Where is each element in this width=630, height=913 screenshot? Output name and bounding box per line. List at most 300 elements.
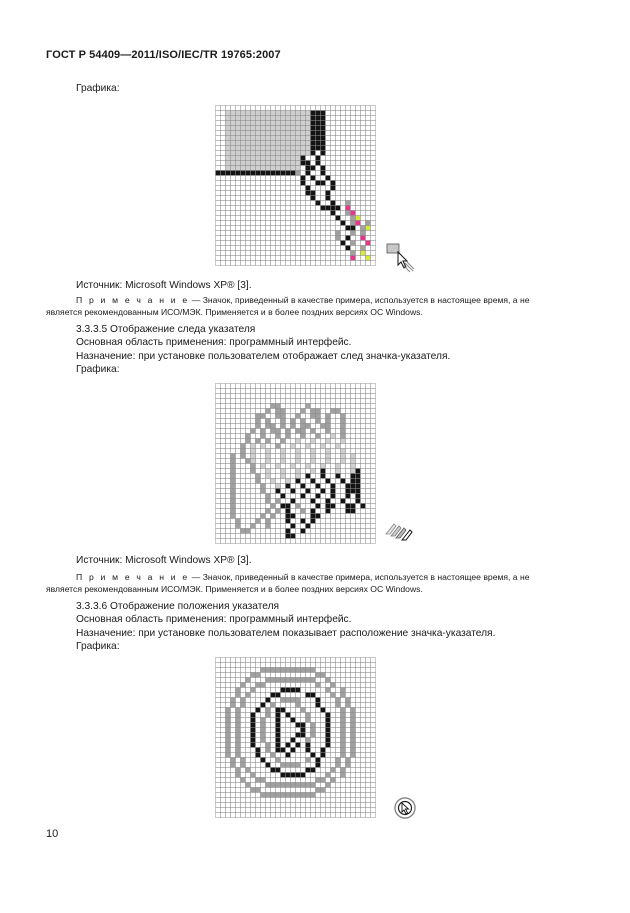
grid-cell xyxy=(321,216,326,221)
grid-cell xyxy=(356,201,361,206)
grid-cell xyxy=(226,808,231,813)
grid-cell xyxy=(306,429,311,434)
grid-cell xyxy=(296,688,301,693)
grid-cell xyxy=(336,693,341,698)
grid-cell xyxy=(361,444,366,449)
grid-cell xyxy=(311,151,316,156)
grid-cell xyxy=(216,206,221,211)
grid-cell xyxy=(231,424,236,429)
grid-cell xyxy=(276,186,281,191)
grid-cell xyxy=(316,404,321,409)
grid-cell xyxy=(316,394,321,399)
grid-cell xyxy=(226,236,231,241)
grid-cell xyxy=(281,246,286,251)
grid-cell xyxy=(271,773,276,778)
grid-cell xyxy=(231,236,236,241)
grid-cell xyxy=(361,519,366,524)
grid-cell xyxy=(291,181,296,186)
grid-cell xyxy=(306,246,311,251)
grid-cell xyxy=(366,251,371,256)
source-1: Источник: Microsoft Windows XP® [3]. xyxy=(76,280,252,291)
grid-cell xyxy=(356,718,361,723)
grid-cell xyxy=(301,693,306,698)
grid-cell xyxy=(361,399,366,404)
grid-cell xyxy=(356,723,361,728)
grid-cell xyxy=(341,773,346,778)
grid-cell xyxy=(366,384,371,389)
grid-cell xyxy=(371,389,376,394)
grid-cell xyxy=(231,206,236,211)
grid-cell xyxy=(276,221,281,226)
grid-cell xyxy=(336,743,341,748)
grid-cell xyxy=(366,241,371,246)
grid-cell xyxy=(351,524,356,529)
grid-cell xyxy=(331,514,336,519)
grid-cell xyxy=(276,793,281,798)
grid-cell xyxy=(296,221,301,226)
grid-cell xyxy=(251,146,256,151)
grid-cell xyxy=(366,534,371,539)
grid-cell xyxy=(256,788,261,793)
grid-cell xyxy=(231,151,236,156)
grid-cell xyxy=(371,763,376,768)
grid-cell xyxy=(286,738,291,743)
grid-cell xyxy=(251,389,256,394)
grid-cell xyxy=(261,246,266,251)
grid-cell xyxy=(346,236,351,241)
grid-cell xyxy=(316,753,321,758)
grid-cell xyxy=(266,813,271,818)
grid-cell xyxy=(221,121,226,126)
grid-cell xyxy=(351,708,356,713)
grid-cell xyxy=(221,773,226,778)
grid-cell xyxy=(371,514,376,519)
grid-cell xyxy=(286,439,291,444)
grid-cell xyxy=(231,394,236,399)
grid-cell xyxy=(356,141,361,146)
grid-cell xyxy=(261,688,266,693)
grid-cell xyxy=(311,399,316,404)
grid-cell xyxy=(276,449,281,454)
grid-cell xyxy=(236,424,241,429)
grid-cell xyxy=(366,733,371,738)
grid-cell xyxy=(341,201,346,206)
grid-cell xyxy=(326,713,331,718)
grid-cell xyxy=(306,221,311,226)
grid-cell xyxy=(286,474,291,479)
grid-cell xyxy=(346,116,351,121)
grid-cell xyxy=(366,763,371,768)
grid-cell xyxy=(246,763,251,768)
grid-cell xyxy=(271,688,276,693)
grid-cell xyxy=(351,141,356,146)
grid-cell xyxy=(236,524,241,529)
grid-cell xyxy=(336,519,341,524)
grid-cell xyxy=(371,479,376,484)
grid-cell xyxy=(371,808,376,813)
grid-cell xyxy=(276,389,281,394)
grid-cell xyxy=(241,733,246,738)
grid-cell xyxy=(366,509,371,514)
grid-cell xyxy=(311,464,316,469)
grid-cell xyxy=(291,668,296,673)
grid-cell xyxy=(341,788,346,793)
grid-cell xyxy=(291,703,296,708)
grid-cell xyxy=(366,474,371,479)
grid-cell xyxy=(246,768,251,773)
grid-cell xyxy=(276,121,281,126)
grid-cell xyxy=(351,231,356,236)
grid-cell xyxy=(361,524,366,529)
grid-cell xyxy=(341,803,346,808)
grid-cell xyxy=(356,678,361,683)
grid-cell xyxy=(371,798,376,803)
grid-cell xyxy=(261,434,266,439)
grid-cell xyxy=(241,743,246,748)
grid-cell xyxy=(261,196,266,201)
grid-cell xyxy=(271,116,276,121)
grid-cell xyxy=(296,668,301,673)
grid-cell xyxy=(321,151,326,156)
grid-cell xyxy=(311,256,316,261)
grid-cell xyxy=(261,261,266,266)
grid-cell xyxy=(306,399,311,404)
grid-cell xyxy=(301,171,306,176)
grid-cell xyxy=(246,444,251,449)
grid-cell xyxy=(306,256,311,261)
grid-cell xyxy=(266,688,271,693)
grid-cell xyxy=(276,519,281,524)
grid-cell xyxy=(366,469,371,474)
grid-cell xyxy=(326,121,331,126)
grid-cell xyxy=(216,718,221,723)
grid-cell xyxy=(341,261,346,266)
note-1-lead: П р и м е ч а н и е xyxy=(76,295,190,305)
grid-cell xyxy=(296,424,301,429)
grid-cell xyxy=(306,474,311,479)
grid-cell xyxy=(316,429,321,434)
grid-cell xyxy=(276,434,281,439)
grid-cell xyxy=(216,111,221,116)
grid-cell xyxy=(226,171,231,176)
grid-cell xyxy=(356,698,361,703)
grid-cell xyxy=(331,206,336,211)
grid-cell xyxy=(361,733,366,738)
grid-cell xyxy=(321,514,326,519)
grid-cell xyxy=(366,464,371,469)
grid-cell xyxy=(286,753,291,758)
grid-cell xyxy=(236,693,241,698)
grid-cell xyxy=(321,723,326,728)
grid-cell xyxy=(296,206,301,211)
grid-cell xyxy=(231,768,236,773)
grid-cell xyxy=(371,444,376,449)
grid-cell xyxy=(331,256,336,261)
grid-cell xyxy=(326,793,331,798)
grid-cell xyxy=(336,389,341,394)
pixel-grid-pointer-trail xyxy=(215,383,378,546)
grid-cell xyxy=(271,211,276,216)
grid-cell xyxy=(311,131,316,136)
grid-cell xyxy=(301,499,306,504)
grid-cell xyxy=(266,141,271,146)
grid-cell xyxy=(241,748,246,753)
grid-cell xyxy=(341,221,346,226)
grid-cell xyxy=(251,763,256,768)
grid-cell xyxy=(346,668,351,673)
grid-cell xyxy=(326,479,331,484)
grid-cell xyxy=(371,241,376,246)
grid-cell xyxy=(251,404,256,409)
grid-cell xyxy=(366,414,371,419)
grid-cell xyxy=(281,389,286,394)
grid-cell xyxy=(356,658,361,663)
grid-cell xyxy=(281,261,286,266)
page-number: 10 xyxy=(46,828,59,840)
grid-cell xyxy=(336,241,341,246)
grid-cell xyxy=(271,758,276,763)
grid-cell xyxy=(341,469,346,474)
grid-cell xyxy=(236,748,241,753)
note-2-line2: является рекомендованным ИСО/МЭК. Применяется и в более поздних версиях ОС Windows. xyxy=(46,584,423,594)
grid-cell xyxy=(336,658,341,663)
grid-cell xyxy=(216,141,221,146)
grid-cell xyxy=(231,539,236,544)
grid-cell xyxy=(251,733,256,738)
grid-cell xyxy=(231,161,236,166)
grid-cell xyxy=(271,519,276,524)
grid-cell xyxy=(256,499,261,504)
grid-cell xyxy=(371,484,376,489)
grid-cell xyxy=(266,773,271,778)
grid-cell xyxy=(296,808,301,813)
grid-cell xyxy=(281,504,286,509)
grid-cell xyxy=(326,186,331,191)
grid-cell xyxy=(321,698,326,703)
grid-cell xyxy=(266,171,271,176)
grid-cell xyxy=(356,126,361,131)
grid-cell xyxy=(261,161,266,166)
grid-cell xyxy=(306,111,311,116)
grid-cell xyxy=(366,121,371,126)
grid-cell xyxy=(246,509,251,514)
grid-cell xyxy=(276,116,281,121)
grid-cell xyxy=(356,136,361,141)
grid-cell xyxy=(286,743,291,748)
grid-cell xyxy=(291,156,296,161)
grid-cell xyxy=(331,773,336,778)
grid-cell xyxy=(326,663,331,668)
grid-cell xyxy=(336,793,341,798)
grid-cell xyxy=(246,176,251,181)
grid-cell xyxy=(271,793,276,798)
grid-cell xyxy=(281,221,286,226)
grid-cell xyxy=(306,161,311,166)
grid-cell xyxy=(246,156,251,161)
grid-cell xyxy=(221,429,226,434)
grid-cell xyxy=(341,733,346,738)
grid-cell xyxy=(286,813,291,818)
grid-cell xyxy=(216,389,221,394)
grid-cell xyxy=(231,231,236,236)
grid-cell xyxy=(231,778,236,783)
grid-cell xyxy=(331,778,336,783)
grid-cell xyxy=(316,778,321,783)
grid-cell xyxy=(276,678,281,683)
grid-cell xyxy=(216,499,221,504)
grid-cell xyxy=(286,489,291,494)
grid-cell xyxy=(346,753,351,758)
grid-cell xyxy=(321,728,326,733)
grid-cell xyxy=(336,454,341,459)
grid-cell xyxy=(226,803,231,808)
grid-cell xyxy=(216,161,221,166)
grid-cell xyxy=(361,196,366,201)
grid-cell xyxy=(346,494,351,499)
grid-cell xyxy=(326,404,331,409)
grid-cell xyxy=(261,216,266,221)
grid-cell xyxy=(281,509,286,514)
grid-cell xyxy=(291,663,296,668)
grid-cell xyxy=(256,539,261,544)
grid-cell xyxy=(351,494,356,499)
grid-cell xyxy=(336,384,341,389)
grid-cell xyxy=(301,399,306,404)
grid-cell xyxy=(286,449,291,454)
grid-cell xyxy=(281,768,286,773)
grid-cell xyxy=(246,798,251,803)
grid-cell xyxy=(241,106,246,111)
grid-cell xyxy=(246,389,251,394)
grid-cell xyxy=(366,131,371,136)
grid-cell xyxy=(316,146,321,151)
grid-cell xyxy=(361,241,366,246)
grid-cell xyxy=(236,241,241,246)
grid-cell xyxy=(326,261,331,266)
grid-cell xyxy=(231,504,236,509)
grid-cell xyxy=(266,778,271,783)
grid-cell xyxy=(311,663,316,668)
grid-cell xyxy=(311,409,316,414)
grid-cell xyxy=(226,788,231,793)
grid-cell xyxy=(291,226,296,231)
grid-cell xyxy=(331,136,336,141)
grid-cell xyxy=(346,763,351,768)
grid-cell xyxy=(361,683,366,688)
grid-cell xyxy=(356,534,361,539)
grid-cell xyxy=(226,424,231,429)
grid-cell xyxy=(311,166,316,171)
grid-cell xyxy=(341,226,346,231)
grid-cell xyxy=(276,171,281,176)
grid-cell xyxy=(301,688,306,693)
grid-cell xyxy=(276,126,281,131)
grid-cell xyxy=(326,658,331,663)
grid-cell xyxy=(331,688,336,693)
grid-cell xyxy=(336,678,341,683)
grid-cell xyxy=(241,803,246,808)
grid-cell xyxy=(331,231,336,236)
grid-cell xyxy=(336,116,341,121)
grid-cell xyxy=(276,728,281,733)
grid-cell xyxy=(246,404,251,409)
grid-cell xyxy=(291,261,296,266)
grid-cell xyxy=(306,171,311,176)
grid-cell xyxy=(371,156,376,161)
grid-cell xyxy=(301,251,306,256)
grid-cell xyxy=(331,459,336,464)
grid-cell xyxy=(321,743,326,748)
grid-cell xyxy=(366,808,371,813)
grid-cell xyxy=(236,399,241,404)
grid-cell xyxy=(246,216,251,221)
grid-cell xyxy=(321,459,326,464)
grid-cell xyxy=(241,678,246,683)
grid-cell xyxy=(366,718,371,723)
grid-cell xyxy=(221,758,226,763)
grid-cell xyxy=(341,196,346,201)
grid-cell xyxy=(296,434,301,439)
grid-cell xyxy=(326,454,331,459)
grid-cell xyxy=(226,524,231,529)
grid-cell xyxy=(356,773,361,778)
grid-cell xyxy=(311,529,316,534)
grid-cell xyxy=(351,813,356,818)
grid-cell xyxy=(281,748,286,753)
grid-cell xyxy=(226,514,231,519)
grid-cell xyxy=(341,414,346,419)
grid-cell xyxy=(261,439,266,444)
pointer-vanish-icon xyxy=(386,243,416,273)
grid-cell xyxy=(316,256,321,261)
grid-cell xyxy=(346,186,351,191)
grid-cell xyxy=(251,499,256,504)
grid-cell xyxy=(296,519,301,524)
grid-cell xyxy=(321,539,326,544)
grid-cell xyxy=(271,226,276,231)
grid-cell xyxy=(291,409,296,414)
grid-cell xyxy=(231,808,236,813)
grid-cell xyxy=(341,489,346,494)
grid-cell xyxy=(286,808,291,813)
grid-cell xyxy=(316,141,321,146)
grid-cell xyxy=(251,713,256,718)
grid-cell xyxy=(216,216,221,221)
grid-cell xyxy=(311,808,316,813)
grid-cell xyxy=(346,514,351,519)
grid-cell xyxy=(301,673,306,678)
grid-cell xyxy=(296,658,301,663)
grid-cell xyxy=(281,728,286,733)
grid-cell xyxy=(231,718,236,723)
grid-cell xyxy=(266,788,271,793)
grid-cell xyxy=(221,414,226,419)
grid-cell xyxy=(291,504,296,509)
grid-cell xyxy=(241,126,246,131)
grid-cell xyxy=(266,241,271,246)
grid-cell xyxy=(281,459,286,464)
grid-cell xyxy=(276,489,281,494)
grid-cell xyxy=(321,738,326,743)
grid-cell xyxy=(331,141,336,146)
grid-cell xyxy=(286,798,291,803)
grid-cell xyxy=(321,798,326,803)
grid-cell xyxy=(356,454,361,459)
grid-cell xyxy=(226,246,231,251)
grid-cell xyxy=(231,261,236,266)
grid-cell xyxy=(221,434,226,439)
grid-cell xyxy=(286,673,291,678)
